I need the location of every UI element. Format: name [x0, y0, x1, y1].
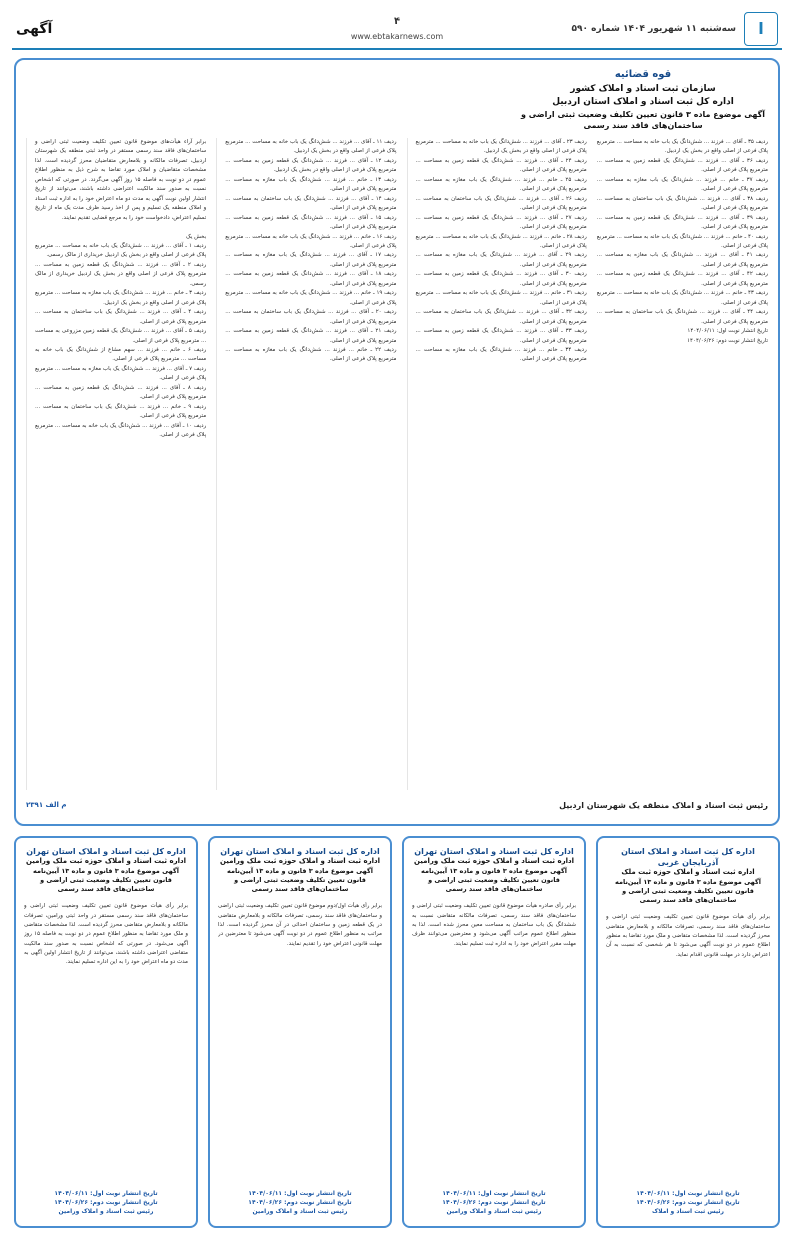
page-number: ۴ — [393, 16, 401, 27]
small-notices-row — [14, 836, 780, 1228]
small-notice-3-header — [412, 846, 576, 894]
masthead-right — [572, 12, 778, 46]
small-notice-3 — [402, 836, 586, 1228]
main-column-2: ردیف ۱۱ ـ آقای ... فرزند ... شش‌دانگ یک باب خانه به مساحت ... مترمربع پلاک فرعی از اصلی واقع در بخش یک اردبیل. ردیف ۱۲ ـ آقای ... فرزند ... شش‌دانگ یک قطعه زمین به مساحت ... مترمربع پلاک فرعی از اصلی واقع در بخش یک اردبیل. ردیف ۱۳ ـ خانم ... فرزند ... شش‌دانگ یک باب مغازه به مساحت ... مترمربع پلاک فرعی از اصلی. ردیف ۱۴ ـ آقای ... فرزند ... شش‌دانگ یک باب ساختمان به مساحت ... مترمربع پلاک فرعی از اصلی. ردیف ۱۵ ـ آقای ... فرزند ... شش‌دانگ یک قطعه زمین به مساحت ... مترمربع پلاک فرعی از اصلی. ردیف ۱۶ ـ خانم ... فرزند ... شش‌دانگ یک باب خانه به مساحت ... مترمربع پلاک فرعی از اصلی. ردیف ۱۷ ـ آقای ... فرزند ... شش‌دانگ یک باب مغازه به مساحت ... مترمربع پلاک فرعی از اصلی. ردیف ۱۸ ـ آقای ... فرزند ... شش‌دانگ یک قطعه زمین به مساحت ... مترمربع پلاک فرعی از اصلی. ردیف ۱۹ ـ خانم ... فرزند ... شش‌دانگ یک باب خانه به مساحت ... مترمربع پلاک فرعی از اصلی. ردیف ۲۰ ـ آقای ... فرزند ... شش‌دانگ یک باب ساختمان به مساحت ... مترمربع پلاک فرعی از اصلی. ردیف ۲۱ ـ آقای ... فرزند ... شش‌دانگ یک قطعه زمین به مساحت ... مترمربع پلاک فرعی از اصلی. ردیف ۲۲ ـ خانم ... فرزند ... شش‌دانگ یک باب مغازه به مساحت ... مترمربع پلاک فرعی از اصلی. — [216, 138, 396, 790]
small-notice-3-body: برابر رأی صادره هیأت موضوع قانون تعیین تکلیف وضعیت ثبتی اراضی و ساختمان‌های فاقد سند رسمی، تصرفات مالکانه متقاضی نسبت به ششدانگ یک باب ساختمان به مساحت معین محرز شده است. لذا به منظور اطلاع عموم مراتب آگهی می‌شود و معترضین می‌توانند ظرف مهلت مقرر اعتراض خود را به اداره ثبت تسلیم نمایند. — [412, 903, 576, 947]
newspaper-logo — [744, 12, 778, 46]
small-notice-4-body: برابر رأی هیأت موضوع قانون تعیین تکلیف وضعیت ثبتی اراضی و ساختمان‌های فاقد سند رسمی، تصرفات مالکانه و بلامعارض متقاضی محرز گردیده است. لذا مشخصات متقاضی و ملک مورد تقاضا به منظور اطلاع عموم در دو نوبت آگهی می‌شود تا هر شخصی که نسبت به آن اعتراض دارد در مهلت قانونی اقدام نماید. — [606, 914, 770, 958]
masthead — [12, 10, 782, 50]
small-notice-1 — [14, 836, 198, 1228]
small-notice-2-title-1: اداره کل ثبت اسناد و املاک استان تهران — [220, 847, 380, 856]
newspaper-logo-mark: ا — [758, 19, 764, 38]
small-notice-4-title-1: اداره کل ثبت اسناد و املاک استان آذربایجان غربی — [621, 847, 755, 868]
main-column-1: برابر آراء هیأت‌های موضوع قانون تعیین تکلیف وضعیت ثبتی اراضی و ساختمان‌های فاقد سند رسمی مستقر در واحد ثبتی منطقه یک شهرستان اردبیل، تصرفات مالکانه و بلامعارض متقاضیان محرز گردیده است. لذا مشخصات متقاضیان و املاک مورد تقاضا به شرح ذیل به منظور اطلاع عموم در دو نوبت به فاصله ۱۵ روز آگهی می‌گردد. در صورتی که اشخاص نسبت به صدور سند مالکیت اعتراضی داشته باشند، می‌توانند از تاریخ انتشار اولین نوبت آگهی به مدت دو ماه اعتراض خود را به اداره ثبت اسناد و املاک منطقه یک تسلیم و پس از اخذ رسید ظرف مدت یک ماه از تاریخ تسلیم اعتراض، دادخواست خود را به مرجع قضایی تقدیم نمایند. بخش یک ردیف ۱ ـ آقای ... فرزند ... شش‌دانگ یک باب خانه به مساحت ... مترمربع پلاک فرعی از اصلی واقع در بخش یک اردبیل خریداری از مالک رسمی. ردیف ۲ ـ آقای ... فرزند ... شش‌دانگ یک قطعه زمین به مساحت ... مترمربع پلاک فرعی از اصلی واقع در بخش یک اردبیل خریداری از مالک رسمی. ردیف ۳ ـ خانم ... فرزند ... شش‌دانگ یک باب مغازه به مساحت ... مترمربع پلاک فرعی از اصلی واقع در بخش یک اردبیل. ردیف ۴ ـ آقای ... فرزند ... شش‌دانگ یک باب ساختمان به مساحت ... مترمربع پلاک فرعی از اصلی. ردیف ۵ ـ آقای ... فرزند ... شش‌دانگ یک قطعه زمین مزروعی به مساحت ... مترمربع پلاک فرعی از اصلی. ردیف ۶ ـ خانم ... فرزند ... سهم مشاع از شش‌دانگ یک باب خانه به مساحت ... مترمربع پلاک فرعی از اصلی. ردیف ۷ ـ آقای ... فرزند ... شش‌دانگ یک باب مغازه به مساحت ... مترمربع پلاک فرعی از اصلی. ردیف ۸ ـ آقای ... فرزند ... شش‌دانگ یک قطعه زمین به مساحت ... مترمربع پلاک فرعی از اصلی. ردیف ۹ ـ خانم ... فرزند ... شش‌دانگ یک باب ساختمان به مساحت ... مترمربع پلاک فرعی از اصلی. ردیف ۱۰ ـ آقای ... فرزند ... شش‌دانگ یک باب خانه به مساحت ... مترمربع پلاک فرعی از اصلی. — [26, 138, 206, 790]
main-notice-columns — [26, 138, 768, 790]
small-notice-1-body: برابر رأی هیأت موضوع قانون تعیین تکلیف وضعیت ثبتی اراضی و ساختمان‌های فاقد سند رسمی مستقر در واحد ثبتی ورامین، تصرفات مالکانه و بلامعارض متقاضی محرز گردیده است. لذا مشخصات متقاضی و ملک مورد تقاضا به منظور اطلاع عموم در دو نوبت به فاصله ۱۵ روز آگهی می‌شود. در صورتی که اشخاص نسبت به صدور سند مالکیت متقاضی اعتراضی داشته باشند، می‌توانند از تاریخ انتشار اولین آگهی به مدت دو ماه اعتراض خود را به این اداره تسلیم نمایند. — [24, 903, 188, 966]
issue-date-line: سه‌شنبه ۱۱ شهریور ۱۴۰۴ شماره ۵۹۰ — [571, 24, 736, 34]
small-notice-4-title-2: اداره ثبت اسناد و املاک حوزه ثبت ملک — [621, 868, 755, 877]
main-notice-header — [518, 68, 768, 132]
small-notice-1-title-3: آگهی موضوع ماده ۳ قانون و ماده ۱۳ آیین‌نامه قانون تعیین تکلیف وضعیت ثبتی اراضی و ساختمان‌های فاقد سند رسمی — [33, 866, 179, 894]
small-notice-2-title-2: اداره ثبت اسناد و املاک حوزه ثبت ملک ورامین — [220, 857, 380, 866]
main-notice-footer — [26, 794, 768, 816]
small-notice-2-title-3: آگهی موضوع ماده ۳ قانون و ماده ۱۳ آیین‌نامه قانون تعیین تکلیف وضعیت ثبتی اراضی و ساختمان‌های فاقد سند رسمی — [227, 866, 373, 894]
small-notice-3-title-3: آگهی موضوع ماده ۳ قانون و ماده ۱۳ آیین‌نامه قانون تعیین تکلیف وضعیت ثبتی اراضی و ساختمان‌های فاقد سند رسمی — [421, 866, 567, 894]
small-notice-3-title-1: اداره کل ثبت اسناد و املاک استان تهران — [414, 847, 574, 856]
small-notice-1-header — [24, 846, 188, 894]
main-notice-signature: رئیس ثبت اسناد و املاک منطقه یک شهرستان اردبیل — [559, 800, 768, 810]
small-notice-4-title-3: آگهی موضوع ماده ۳ قانون و ماده ۱۳ آیین‌نامه قانون تعیین تکلیف وضعیت ثبتی اراضی و ساختمان‌های فاقد سند رسمی — [615, 878, 761, 905]
main-notice — [14, 58, 780, 826]
section-title: آگهی — [16, 21, 53, 37]
small-notice-3-footer: تاریخ انتشار نوبت اول: ۱۴۰۴/۰۶/۱۱ تاریخ انتشار نوبت دوم: ۱۴۰۴/۰۶/۲۶ رئیس ثبت اسناد و املاک ورامین — [442, 1190, 546, 1215]
main-heading-3: اداره کل ثبت اسناد و املاک استان اردبیل — [552, 96, 734, 107]
main-column-3: ردیف ۲۳ ـ آقای ... فرزند ... شش‌دانگ یک باب خانه به مساحت ... مترمربع پلاک فرعی از اصلی واقع در بخش یک اردبیل. ردیف ۲۴ ـ آقای ... فرزند ... شش‌دانگ یک قطعه زمین به مساحت ... مترمربع پلاک فرعی از اصلی. ردیف ۲۵ ـ خانم ... فرزند ... شش‌دانگ یک باب مغازه به مساحت ... مترمربع پلاک فرعی از اصلی. ردیف ۲۶ ـ آقای ... فرزند ... شش‌دانگ یک باب ساختمان به مساحت ... مترمربع پلاک فرعی از اصلی. ردیف ۲۷ ـ آقای ... فرزند ... شش‌دانگ یک قطعه زمین به مساحت ... مترمربع پلاک فرعی از اصلی. ردیف ۲۸ ـ خانم ... فرزند ... شش‌دانگ یک باب خانه به مساحت ... مترمربع پلاک فرعی از اصلی. ردیف ۲۹ ـ آقای ... فرزند ... شش‌دانگ یک باب مغازه به مساحت ... مترمربع پلاک فرعی از اصلی. ردیف ۳۰ ـ آقای ... فرزند ... شش‌دانگ یک قطعه زمین به مساحت ... مترمربع پلاک فرعی از اصلی. ردیف ۳۱ ـ خانم ... فرزند ... شش‌دانگ یک باب خانه به مساحت ... مترمربع پلاک فرعی از اصلی. ردیف ۳۲ ـ آقای ... فرزند ... شش‌دانگ یک باب ساختمان به مساحت ... مترمربع پلاک فرعی از اصلی. ردیف ۳۳ ـ آقای ... فرزند ... شش‌دانگ یک قطعه زمین به مساحت ... مترمربع پلاک فرعی از اصلی. ردیف ۳۴ ـ خانم ... فرزند ... شش‌دانگ یک باب مغازه به مساحت ... مترمربع پلاک فرعی از اصلی. — [407, 138, 587, 790]
small-notice-1-title-2: اداره ثبت اسناد و املاک حوزه ثبت ملک ورامین — [26, 857, 186, 866]
main-heading-1: قوه قضائیه — [614, 69, 672, 80]
main-heading-2: سازمان ثبت اسناد و املاک کشور — [570, 83, 716, 94]
small-notice-3-title-2: اداره ثبت اسناد و املاک حوزه ثبت ملک ورامین — [414, 857, 574, 866]
main-heading-4: آگهی موضوع ماده ۳ قانون تعیین تکلیف وضعیت ثبتی اراضی و ساختمان‌های فاقد سند رسمی — [520, 109, 765, 131]
small-notice-2 — [208, 836, 392, 1228]
small-notice-4-header — [606, 846, 770, 905]
small-notice-4-footer: تاریخ انتشار نوبت اول: ۱۴۰۴/۰۶/۱۱ تاریخ انتشار نوبت دوم: ۱۴۰۴/۰۶/۲۶ رئیس ثبت اسناد و املاک — [636, 1190, 740, 1215]
site-url: www.ebtakarnews.com — [350, 32, 444, 41]
small-notice-1-footer: تاریخ انتشار نوبت اول: ۱۴۰۴/۰۶/۱۱ تاریخ انتشار نوبت دوم: ۱۴۰۴/۰۶/۲۶ رئیس ثبت اسناد و املاک ورامین — [54, 1190, 158, 1215]
small-notice-2-header — [218, 846, 382, 894]
main-notice-code: م الف ۲۳۹۱ — [26, 801, 67, 809]
main-column-4: ردیف ۳۵ ـ آقای ... فرزند ... شش‌دانگ یک باب خانه به مساحت ... مترمربع پلاک فرعی از اصلی واقع در بخش یک اردبیل. ردیف ۳۶ ـ آقای ... فرزند ... شش‌دانگ یک قطعه زمین به مساحت ... مترمربع پلاک فرعی از اصلی. ردیف ۳۷ ـ خانم ... فرزند ... شش‌دانگ یک باب مغازه به مساحت ... مترمربع پلاک فرعی از اصلی. ردیف ۳۸ ـ آقای ... فرزند ... شش‌دانگ یک باب ساختمان به مساحت ... مترمربع پلاک فرعی از اصلی. ردیف ۳۹ ـ آقای ... فرزند ... شش‌دانگ یک قطعه زمین به مساحت ... مترمربع پلاک فرعی از اصلی. ردیف ۴۰ ـ خانم ... فرزند ... شش‌دانگ یک باب خانه به مساحت ... مترمربع پلاک فرعی از اصلی. ردیف ۴۱ ـ آقای ... فرزند ... شش‌دانگ یک باب مغازه به مساحت ... مترمربع پلاک فرعی از اصلی. ردیف ۴۲ ـ آقای ... فرزند ... شش‌دانگ یک قطعه زمین به مساحت ... مترمربع پلاک فرعی از اصلی. ردیف ۴۳ ـ خانم ... فرزند ... شش‌دانگ یک باب خانه به مساحت ... مترمربع پلاک فرعی از اصلی. ردیف ۴۴ ـ آقای ... فرزند ... شش‌دانگ یک باب ساختمان به مساحت ... مترمربع پلاک فرعی از اصلی. تاریخ انتشار نوبت اول: ۱۴۰۴/۰۶/۱۱ تاریخ انتشار نوبت دوم: ۱۴۰۴/۰۶/۲۶ — [596, 139, 768, 344]
small-notice-2-body: برابر رأی هیأت اول/دوم موضوع قانون تعیین تکلیف وضعیت ثبتی اراضی و ساختمان‌های فاقد سند رسمی، تصرفات مالکانه و بلامعارض متقاضی در یک قطعه زمین و ساختمان احداثی در آن محرز گردیده است. لذا مراتب به منظور اطلاع عموم در دو نوبت آگهی می‌شود تا معترضین در مهلت قانونی اعتراض خود را تقدیم نمایند. — [218, 903, 382, 947]
small-notice-4 — [596, 836, 780, 1228]
small-notice-2-footer: تاریخ انتشار نوبت اول: ۱۴۰۴/۰۶/۱۱ تاریخ انتشار نوبت دوم: ۱۴۰۴/۰۶/۲۶ رئیس ثبت اسناد و املاک ورامین — [248, 1190, 352, 1215]
small-notice-1-title-1: اداره کل ثبت اسناد و املاک استان تهران — [26, 847, 186, 856]
